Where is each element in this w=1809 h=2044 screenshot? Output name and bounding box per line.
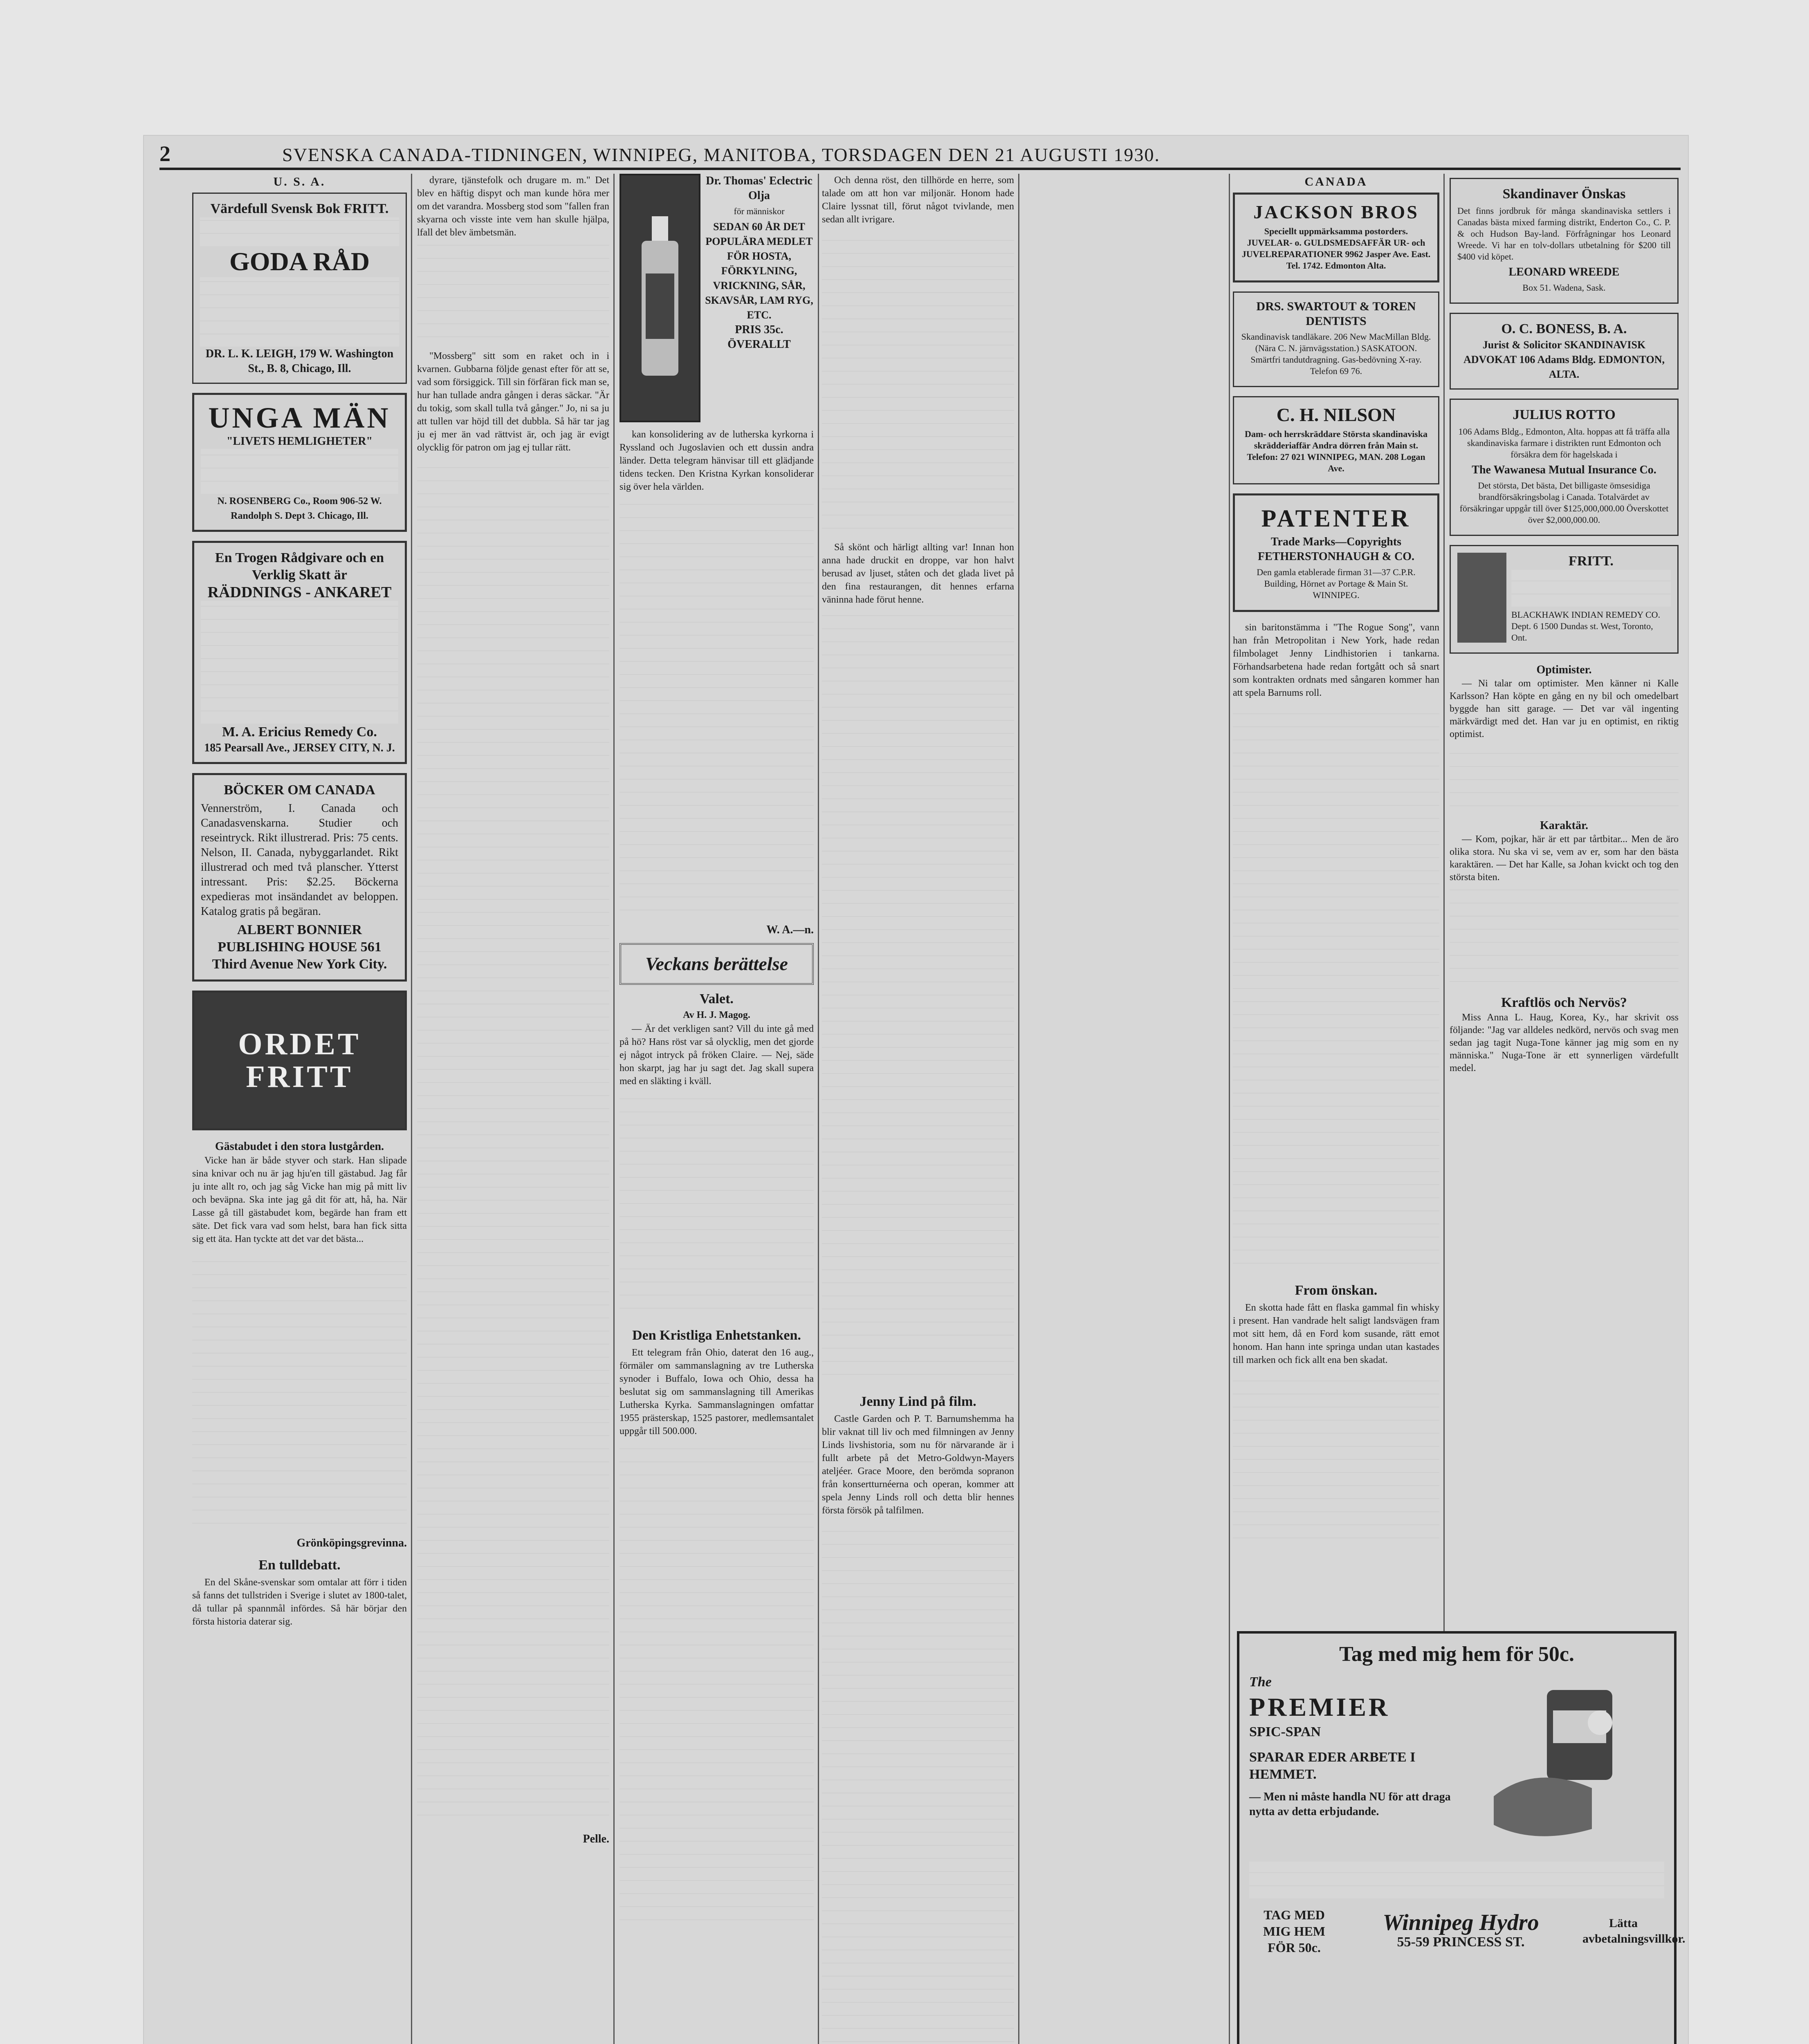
article-signature: W. A.—n. (766, 923, 814, 936)
advert-text: Vennerström, I. Canada och Canadasvenskarna. Studier och reseintryck. Rikt illustrerad. Pris: 75 cents. Nelson, II. Canada, nybyggarlandet. Rikt illustrerad och med två planscher. Ytterst intressant. Pris: $2.25. Böckerna expedieras mot insändandet av beloppen. Katalog gratis på begäran. (201, 802, 398, 918)
feature-story-title: Valet. (700, 991, 734, 1006)
advert-title: Värdefull Svensk Bok FRITT. (210, 201, 389, 216)
advert-company: M. A. Ericius Remedy Co. (222, 724, 377, 740)
advert-address: 185 Pearsall Ave., JERSEY CITY, N. J. (204, 742, 395, 754)
banner-title: ORDET FRITT (238, 1027, 361, 1094)
advert-text: 106 Adams Bldg., Edmonton, Alta. hoppas att få träffa alla skandinaviska farmare i distrikten runt Edmonton och försäkra dem för hagelskada i (1458, 426, 1670, 459)
article-text: Och denna röst, den tillhörde en herre, som talade om att hon var miljonär. Honom hade Claire lyssnat till, förut något tvivlande, men sedan allt ivrigare. (822, 175, 1014, 225)
section-label-canada: CANADA (1304, 175, 1368, 188)
joke-heading: Optimister. (1536, 663, 1592, 676)
article-signature: Pelle. (583, 1833, 609, 1845)
advert-nilson (1233, 396, 1439, 484)
advert-boness (1450, 313, 1679, 390)
advert-fine-print (200, 217, 399, 246)
product-name: PREMIER (1249, 1692, 1390, 1721)
advert-fine-print (1511, 570, 1671, 607)
advert-text: Det största, Det bästa, Det billigaste ömsesidiga brandförsäkringsbolag i Canada. Totalvärdet av försäkringar uppgår till över $125,000,000.00 Överskottet över $2,000,000.00. (1459, 480, 1669, 525)
column-4 (822, 174, 1014, 2044)
advert-title: Dr. Thomas' Eclectric Olja (706, 175, 812, 202)
advert-title: En Trogen Rådgivare och en Verklig Skatt är (215, 550, 384, 583)
feature-author: Av H. J. Magog. (683, 1010, 750, 1020)
article-continued-text (1233, 1371, 1439, 1551)
article-continued-text (822, 230, 1014, 541)
advert-patenter (1233, 493, 1439, 612)
article-continued-text (822, 610, 1014, 1387)
column-2 (417, 174, 609, 2044)
advert-text: Den gamla etablerade firman 31—37 C.P.R. Building, Hörnet av Portage & Main St. WINNIPEG. (1257, 567, 1416, 600)
advert-terms: Lätta avbetalningsvillkor. (1582, 1916, 1686, 1945)
advert-title: FRITT. (1569, 554, 1614, 569)
advert-swartout (1233, 291, 1439, 387)
advert-title: Skandinaver Önskas (1502, 186, 1626, 202)
advert-ericius (192, 541, 407, 764)
advert-contact: LEONARD WREEDE (1508, 266, 1620, 278)
advert-wreede (1450, 178, 1679, 304)
advert-address: Box 51. Wadena, Sask. (1522, 282, 1606, 293)
advert-text: Miss Anna L. Haug, Korea, Ky., har skrivit oss följande: "Jag var alldeles nedkörd, nervös och svag men sedan jag tagit Nuga-Tone känner jag mig som en ny människa." Nuga-Tone är ett synnerligen värdefullt medel. (1450, 1012, 1679, 1074)
story-heading: En tulldebatt. (258, 1558, 341, 1573)
oil-bottle-illustration (619, 174, 700, 422)
column-rule (613, 174, 615, 2044)
indian-portrait-illustration (1457, 553, 1506, 643)
advert-price: PRIS 35c. (735, 323, 783, 336)
feature-continued-text (619, 1092, 814, 1321)
advert-text: BLACKHAWK INDIAN REMEDY CO. Dept. 6 1500 Dundas st. West, Toronto, Ont. (1511, 610, 1661, 643)
article-text: Ett telegram från Ohio, daterat den 16 aug., förmäler om sammanslagning av tre Lutherska synoder i Buffalo, Iowa och Ohio, dessa ha beslutat sig om sammanslagning till Amerikas Lutherska Kyrka. Sammanslagningen omfattar 1955 prästerskap, 1525 pastorer, medlemsantalet uppgår till 500.000. (619, 1347, 814, 1437)
advert-text: Jurist & Solicitor SKANDINAVISK ADVOKAT 106 Adams Bldg. EDMONTON, ALTA. (1463, 339, 1665, 380)
advert-sub: Trade Marks—Copyrights (1270, 536, 1402, 548)
advert-title: JULIUS ROTTO (1513, 407, 1616, 422)
story-continued-text (192, 1250, 407, 1536)
advert-title: DRS. SWARTOUT & TOREN DENTISTS (1256, 300, 1416, 328)
advert-company: FETHERSTONHAUGH & CO. (1258, 550, 1414, 563)
column-3 (619, 174, 814, 2044)
article-text: dyrare, tjänstefolk och drugare m. m." Det blev en häftig dispyt och man kunde höra mer om det varandra. Mossberg stod som "fallen fran skyarna och visste inte vem han skulle hjälpa, lfall det blev ämbetsmän. (417, 175, 609, 238)
advert-text: Dam- och herrskräddare Största skandinaviska skrädderiaffär Andra dörren från Main st. Telefon: 27 021 WINNIPEG, MAN. 208 Logan Ave. (1245, 429, 1427, 473)
advert-title: BÖCKER OM CANADA (224, 782, 375, 798)
advert-cta: TAG MED MIG HEM FÖR 50c. (1263, 1907, 1325, 1955)
advert-jackson (1233, 193, 1439, 282)
advert-company: The Wawanesa Mutual Insurance Co. (1472, 464, 1656, 476)
advert-fine-print (201, 601, 398, 724)
joke-text: — Ni talar om optimister. Men känner ni Kalle Karlsson? Han köpte en gång en ny bil och omedelbart byggde han sitt garage. — Det var väl ingenting märkvärdigt med det. Han var ju en optimist, en riktig optimist. (1450, 678, 1679, 740)
story-heading: Gästabudet i den stora lustgården. (215, 1140, 384, 1153)
advert-text: SEDAN 60 ÅR DET POPULÄRA MEDLET FÖR HOSTA, FÖRKYLNING, VRICKNING, SÅR, SKAVSÅR, LAM RYG, ETC. (705, 221, 813, 321)
article-continued-text (619, 1442, 814, 1932)
article-text: Castle Garden och P. T. Barnumshemma ha blir vaknat till liv och med filmningen av Jenny Linds livshistoria, som nu för närvarande är i fullt arbete på det Metro-Goldwyn-Mayers ateljéer. Grace Moore, den berömda sopranon från konsertturnéerna och operan, kommer att spela Jenny Linds roll och detta blir hennes första försök på talfilmen. (822, 1414, 1014, 1516)
advert-heading: Kraftlös och Nervös? (1501, 995, 1627, 1010)
ordet-fritt-banner (192, 991, 407, 1130)
advert-address: 55-59 PRINCESS ST. (1397, 1934, 1525, 1950)
article-continued-text (417, 243, 609, 350)
advert-bonnier (192, 773, 407, 982)
column-rule (1229, 174, 1230, 2044)
article-text: "Mossberg" sitt som en raket och in i kvarnen. Gubbarna följde genast efter för att se, vad som försiggick. Till sin förfäran fick man se, hur han tullade andra gången i deras säckar. "Är du tokig, som skall tulla två gånger." Jo, ni sa ju att tullen var höjd till det dubbla. Så här tar jag ju ej mer än vad rättvist är, och jag är evigt olycklig för patron om jag ej tullar rätt. (417, 351, 609, 453)
article-heading: Den Kristliga Enhetstanken. (632, 1328, 801, 1343)
joke-continued-text (1450, 888, 1679, 994)
article-continued-text (822, 1521, 1014, 2044)
advert-title: JACKSON BROS (1253, 202, 1419, 222)
advert-slogan: SPARAR EDER ARBETE I HEMMET. (1249, 1750, 1416, 1782)
brand-logo: Winnipeg Hydro (1383, 1910, 1539, 1935)
advert-fine-print (201, 449, 398, 494)
article-text: kan konsolidering av de lutherska kyrkorna i Ryssland och Jugoslavien och ett dussin andra länder. Detta telegram hänvisar till ett glädjande tidens tecken. Den Kristna Kyrkan konsoliderar sig över hela världen. (619, 429, 814, 492)
article-continued-text (1233, 704, 1439, 1276)
advert-headline: GODA RÅD (229, 247, 370, 276)
advert-title: O. C. BONESS, B. A. (1501, 321, 1627, 336)
advert-sub: "LIVETS HEMLIGHETER" (226, 435, 373, 448)
article-heading: Jenny Lind på film. (860, 1394, 976, 1409)
advert-winnipeg-hydro (1237, 1631, 1686, 2044)
article-continued-text (417, 458, 609, 1828)
advert-fine-print (200, 277, 399, 347)
advert-title: PATENTER (1261, 505, 1411, 532)
column-rule (818, 174, 819, 2044)
advert-title: UNGA MÄN (208, 401, 391, 434)
advert-text: Det finns jordbruk för många skandinaviska settlers i Canadas bästa mixed farming distrikt, Enderton Co., C. P. & och Hudson Bay-land. Förfrågningar hos Leonard Wreede. Vi har en tolv-dollars utbetalning för $200 till $400 vid köpet. (1457, 206, 1671, 262)
joke-continued-text (1450, 745, 1679, 818)
advert-where: ÖVERALLT (727, 338, 791, 351)
advert-sub: för människor (734, 206, 785, 216)
feature-title: Veckans berättelse (645, 953, 788, 974)
bottle-icon (635, 212, 685, 384)
joke-heading: Karaktär. (1540, 819, 1588, 832)
column-rule (411, 174, 412, 2044)
story-signature: Grönköpingsgrevinna. (296, 1537, 407, 1549)
advert-rosenberg (192, 393, 407, 532)
product-prefix: The (1249, 1674, 1272, 1690)
column-6 (1450, 174, 1679, 1605)
advert-title: C. H. NILSON (1276, 404, 1396, 425)
advert-headline: RÄDDNINGS - ANKARET (207, 584, 392, 601)
advert-text: Skandinavisk tandläkare. 206 New MacMillan Bldg. (Nära C. N. järnvägsstation.) SASKATOON. Smärtfri tandutdragning. Gas-bedövning X-ray. Telefon 69 76. (1241, 332, 1431, 376)
story-text: Vicke han är både styver och stark. Han slipade sina knivar och nu är jag hju'en till gästabud. Jag får ju inte allt ro, och jag såg Vicke han mig på mitt liv och beväpna. Ska inte jag gå dit för att, hå, ha. När Lasse gå till gästabudet kom, begärde han fram ett säte. Det fick vara vad som helst, bara han fick sitta sig ett äta. Han tyckte att det var det bästa... (192, 1155, 407, 1244)
feature-box (619, 943, 814, 985)
cleaner-can-illustration (1469, 1674, 1657, 1853)
advert-blackhawk (1450, 545, 1679, 654)
article-text: Så skönt och härligt allting var! Innan hon anna hade druckit en droppe, var hon halvt berusad av ljuset, ståten och det glada livet på den fina restaurangen, dit hennes erfarna väninna hade förut henne. (822, 542, 1014, 605)
advert-publisher: ALBERT BONNIER PUBLISHING HOUSE 561 Third Avenue New York City. (212, 922, 387, 972)
article-text: En skotta hade fått en flaska gammal fin whisky i present. Han vandrade helt saligt landsvägen fram mot sitt hem, då en Ford kom susande, rätt emot honom. Han hann inte springa undan utan kastades till marken och fick allt ena ben skadat. (1233, 1302, 1439, 1365)
article-continued-text (619, 498, 814, 923)
feature-text: — Är det verkligen sant? Vill du inte gå med på hö? Hans röst var så olycklig, men det gjorde ej något intryck på fröken Claire. — Nej, säde hon skarpt, jag har ju sagt det. Jag skall supera med en släkting i kväll. (619, 1024, 814, 1087)
story-text: En del Skåne-svenskar som omtalar att förr i tiden så fanns det tullstriden i Sverige i slutet av 1800-talet, då tullar på spannmål infördes. Så här börjar den första historia daterar sig. (192, 1577, 407, 1627)
product-subname: SPIC-SPAN (1249, 1724, 1321, 1739)
advert-address: DR. L. K. LEIGH, 179 W. Washington St., B. 8, Chicago, Ill. (205, 347, 394, 375)
column-1 (192, 174, 407, 2044)
column-rule (1018, 174, 1019, 2044)
section-label-usa: U. S. A. (273, 175, 326, 188)
advert-rotto (1450, 399, 1679, 536)
joke-text: — Kom, pojkar, här är ett par tårtbitar... Men de äro olika stora. Nu ska vi se, vem av er, som har den bästa karaktären. — Det har Kalle, sa Johan kvickt och tog den största biten. (1450, 834, 1679, 883)
article-text: sin baritonstämma i "The Rogue Song", vann han från Metropolitan i New York, hade redan filmbolaget Jenny Lindhistorien i tankarna. Förhandsarbetena hade redan fortgått och så snart som kontrakten ordnats med sångaren kommer han att spela Barnums roll. (1233, 622, 1439, 698)
advert-text: Speciellt uppmärksamma postorders. JUVELAR- o. GULDSMEDSAFFÄR UR- och JUVELREPARATIONER 9962 Jasper Ave. East. Tel. 1742. Edmonton Alta. (1241, 226, 1431, 271)
masthead (159, 139, 1681, 170)
advert-thomas (619, 174, 814, 422)
page-number: 2 (159, 141, 171, 166)
advert-fine-print (1249, 1862, 1664, 1898)
newspaper-title: SVENSKA CANADA-TIDNINGEN, WINNIPEG, MANITOBA, TORSDAGEN DEN 21 AUGUSTI 1930. (282, 144, 1160, 165)
advert-slogan-2: — Men ni måste handla NU för att draga nytta av detta erbjudande. (1249, 1791, 1451, 1818)
article-heading: From önskan. (1295, 1283, 1378, 1298)
advert-address: N. ROSENBERG Co., Room 906-52 W. Randolph S. Dept 3. Chicago, Ill. (217, 496, 382, 521)
advert-headline: Tag med mig hem för 50c. (1339, 1643, 1574, 1666)
advert-leigh (192, 193, 407, 384)
